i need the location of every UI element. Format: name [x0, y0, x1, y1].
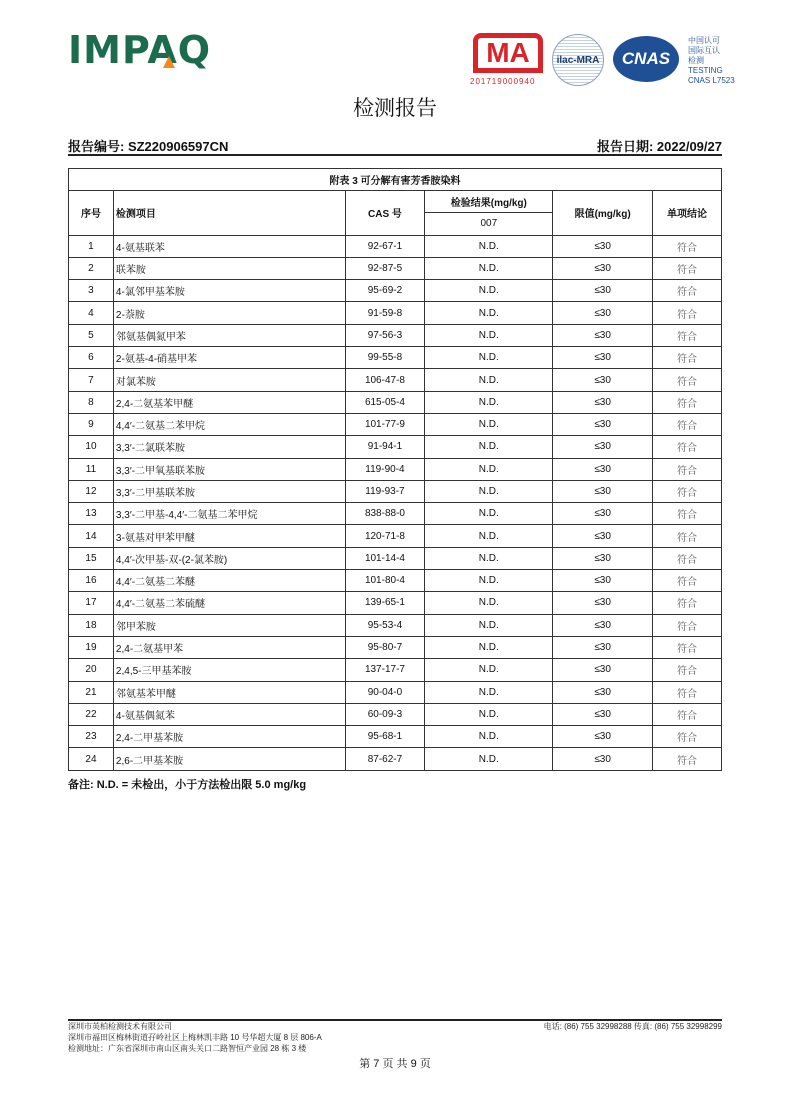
test-item: 2,6-二甲基苯胺 — [113, 748, 345, 770]
limit-value: ≤30 — [553, 570, 653, 592]
result-value: N.D. — [425, 614, 553, 636]
cas-number: 60-09-3 — [345, 703, 425, 725]
row-number: 1 — [69, 235, 114, 257]
test-item: 3,3′-二甲基联苯胺 — [113, 480, 345, 502]
table-row — [69, 413, 722, 435]
limit-value: ≤30 — [553, 391, 653, 413]
test-item: 邻甲苯胺 — [113, 614, 345, 636]
row-number: 24 — [69, 748, 114, 770]
test-item: 2,4,5-三甲基苯胺 — [113, 659, 345, 681]
cas-number: 91-94-1 — [345, 436, 425, 458]
result-value: N.D. — [425, 726, 553, 748]
row-number: 16 — [69, 570, 114, 592]
footer-address — [68, 1021, 322, 1054]
cas-number: 838-88-0 — [345, 503, 425, 525]
test-item: 对氯苯胺 — [113, 369, 345, 391]
conclusion: 符合 — [653, 703, 722, 725]
test-item: 4-氨基联苯 — [113, 235, 345, 257]
test-item: 4-氨基偶氮苯 — [113, 703, 345, 725]
table-row — [69, 347, 722, 369]
table-row — [69, 614, 722, 636]
conclusion: 符合 — [653, 280, 722, 302]
row-number: 4 — [69, 302, 114, 324]
table-row — [69, 681, 722, 703]
result-value: N.D. — [425, 636, 553, 658]
test-item: 3,3′-二氯联苯胺 — [113, 436, 345, 458]
logo-triangle-icon — [163, 56, 175, 68]
limit-value: ≤30 — [553, 503, 653, 525]
cas-number: 139-65-1 — [345, 592, 425, 614]
header-sample-id: 007 — [425, 213, 553, 235]
result-value: N.D. — [425, 525, 553, 547]
conclusion: 符合 — [653, 614, 722, 636]
limit-value: ≤30 — [553, 726, 653, 748]
header-cas: CAS 号 — [345, 191, 425, 236]
cas-number: 615-05-4 — [345, 391, 425, 413]
cnas-line: TESTING — [688, 66, 723, 75]
table-row — [69, 503, 722, 525]
row-number: 17 — [69, 592, 114, 614]
limit-value: ≤30 — [553, 436, 653, 458]
conclusion: 符合 — [653, 503, 722, 525]
test-item: 3,3′-二甲基-4,4′-二氨基二苯甲烷 — [113, 503, 345, 525]
conclusion: 符合 — [653, 235, 722, 257]
conclusion: 符合 — [653, 659, 722, 681]
table-row — [69, 324, 722, 346]
test-item: 4,4′-二氨基二苯硫醚 — [113, 592, 345, 614]
row-number: 22 — [69, 703, 114, 725]
conclusion: 符合 — [653, 748, 722, 770]
row-number: 15 — [69, 547, 114, 569]
cas-number: 99-55-8 — [345, 347, 425, 369]
header-result: 检验结果(mg/kg) — [425, 191, 553, 213]
row-number: 21 — [69, 681, 114, 703]
limit-value: ≤30 — [553, 703, 653, 725]
row-number: 19 — [69, 636, 114, 658]
limit-value: ≤30 — [553, 748, 653, 770]
result-value: N.D. — [425, 748, 553, 770]
limit-value: ≤30 — [553, 592, 653, 614]
cas-number: 95-53-4 — [345, 614, 425, 636]
cma-logo: MA — [473, 33, 543, 73]
result-value: N.D. — [425, 257, 553, 279]
row-number: 13 — [69, 503, 114, 525]
test-item: 2,4-二甲基苯胺 — [113, 726, 345, 748]
result-value: N.D. — [425, 235, 553, 257]
cas-number: 119-93-7 — [345, 480, 425, 502]
row-number: 8 — [69, 391, 114, 413]
table-row — [69, 547, 722, 569]
conclusion: 符合 — [653, 681, 722, 703]
cas-number: 101-14-4 — [345, 547, 425, 569]
conclusion: 符合 — [653, 324, 722, 346]
conclusion: 符合 — [653, 391, 722, 413]
test-item: 邻氨基苯甲醚 — [113, 681, 345, 703]
cas-number: 95-69-2 — [345, 280, 425, 302]
cas-number: 95-80-7 — [345, 636, 425, 658]
cas-number: 90-04-0 — [345, 681, 425, 703]
conclusion: 符合 — [653, 413, 722, 435]
cas-number: 137-17-7 — [345, 659, 425, 681]
limit-value: ≤30 — [553, 547, 653, 569]
cnas-line: 中国认可 — [688, 36, 720, 45]
footer-company: 深圳市英柏检测技术有限公司 — [68, 1022, 172, 1031]
result-value: N.D. — [425, 280, 553, 302]
cas-number: 92-87-5 — [345, 257, 425, 279]
limit-value: ≤30 — [553, 324, 653, 346]
result-value: N.D. — [425, 547, 553, 569]
cnas-logo: CNAS — [613, 36, 679, 82]
table-row — [69, 703, 722, 725]
table-row — [69, 659, 722, 681]
footer-lab-address: 检测地址：广东省深圳市南山区南头关口二路智恒产业园 28 栋 3 楼 — [68, 1044, 307, 1053]
results-table — [68, 168, 722, 771]
result-value: N.D. — [425, 681, 553, 703]
cas-number: 87-62-7 — [345, 748, 425, 770]
test-item: 4,4′-二氨基二苯甲烷 — [113, 413, 345, 435]
header-conclusion: 单项结论 — [653, 191, 722, 236]
limit-value: ≤30 — [553, 235, 653, 257]
report-date: 报告日期: 2022/09/27 — [596, 139, 722, 154]
result-value: N.D. — [425, 436, 553, 458]
conclusion: 符合 — [653, 480, 722, 502]
table-row — [69, 302, 722, 324]
row-number: 9 — [69, 413, 114, 435]
result-value: N.D. — [425, 659, 553, 681]
table-row — [69, 257, 722, 279]
table-row — [69, 592, 722, 614]
report-number: 报告编号: SZ220906597CN — [68, 139, 229, 154]
result-value: N.D. — [425, 503, 553, 525]
note: 备注: N.D. = 未检出，小于方法检出限 5.0 mg/kg — [68, 779, 307, 791]
table-row — [69, 480, 722, 502]
row-number: 5 — [69, 324, 114, 346]
cas-number: 120-71-8 — [345, 525, 425, 547]
limit-value: ≤30 — [553, 280, 653, 302]
conclusion: 符合 — [653, 525, 722, 547]
page-number: 第 7 页 共 9 页 — [359, 1058, 431, 1070]
limit-value: ≤30 — [553, 347, 653, 369]
test-item: 联苯胺 — [113, 257, 345, 279]
header-divider — [68, 154, 722, 156]
row-number: 10 — [69, 436, 114, 458]
header-limit: 限值(mg/kg) — [553, 191, 653, 236]
table-row — [69, 525, 722, 547]
conclusion: 符合 — [653, 458, 722, 480]
result-value: N.D. — [425, 302, 553, 324]
result-value: N.D. — [425, 369, 553, 391]
test-item: 邻氨基偶氮甲苯 — [113, 324, 345, 346]
page-title: 检测报告 — [353, 97, 437, 120]
limit-value: ≤30 — [553, 413, 653, 435]
conclusion: 符合 — [653, 302, 722, 324]
limit-value: ≤30 — [553, 681, 653, 703]
table-row — [69, 436, 722, 458]
test-item: 2,4-二氨基苯甲醚 — [113, 391, 345, 413]
limit-value: ≤30 — [553, 257, 653, 279]
conclusion: 符合 — [653, 570, 722, 592]
conclusion: 符合 — [653, 726, 722, 748]
cas-number: 92-67-1 — [345, 235, 425, 257]
cas-number: 91-59-8 — [345, 302, 425, 324]
footer-office-address: 深圳市福田区梅林街道孖岭社区上梅林凯丰路 10 号华超大厦 8 层 806-A — [68, 1033, 322, 1042]
cas-number: 101-77-9 — [345, 413, 425, 435]
cas-number: 119-90-4 — [345, 458, 425, 480]
row-number: 7 — [69, 369, 114, 391]
row-number: 23 — [69, 726, 114, 748]
limit-value: ≤30 — [553, 458, 653, 480]
row-number: 18 — [69, 614, 114, 636]
cnas-line: 检测 — [688, 56, 704, 65]
result-value: N.D. — [425, 347, 553, 369]
limit-value: ≤30 — [553, 614, 653, 636]
row-number: 12 — [69, 480, 114, 502]
row-number: 11 — [69, 458, 114, 480]
result-value: N.D. — [425, 413, 553, 435]
cma-number: 201719000940 — [470, 77, 536, 86]
result-value: N.D. — [425, 570, 553, 592]
table-row — [69, 369, 722, 391]
result-value: N.D. — [425, 703, 553, 725]
table-row — [69, 235, 722, 257]
cnas-line: CNAS L7523 — [688, 76, 735, 85]
conclusion: 符合 — [653, 547, 722, 569]
limit-value: ≤30 — [553, 480, 653, 502]
test-item: 3-氨基对甲苯甲醚 — [113, 525, 345, 547]
table-row — [69, 748, 722, 770]
header-item: 检测项目 — [113, 191, 345, 236]
limit-value: ≤30 — [553, 636, 653, 658]
table-caption: 附表 3 可分解有害芳香胺染料 — [69, 169, 722, 191]
row-number: 3 — [69, 280, 114, 302]
test-item: 4,4′-次甲基-双-(2-氯苯胺) — [113, 547, 345, 569]
test-item: 2-氨基-4-硝基甲苯 — [113, 347, 345, 369]
cnas-text — [688, 36, 735, 86]
table-row — [69, 570, 722, 592]
result-value: N.D. — [425, 391, 553, 413]
impaq-logo: IMPAQ — [68, 28, 212, 72]
table-row — [69, 391, 722, 413]
conclusion: 符合 — [653, 636, 722, 658]
cas-number: 95-68-1 — [345, 726, 425, 748]
ilac-mra-logo: ilac-MRA — [552, 34, 604, 86]
result-value: N.D. — [425, 324, 553, 346]
row-number: 20 — [69, 659, 114, 681]
result-value: N.D. — [425, 592, 553, 614]
table-row — [69, 458, 722, 480]
conclusion: 符合 — [653, 369, 722, 391]
cnas-line: 国际互认 — [688, 46, 720, 55]
table-row — [69, 726, 722, 748]
result-value: N.D. — [425, 458, 553, 480]
result-value: N.D. — [425, 480, 553, 502]
limit-value: ≤30 — [553, 302, 653, 324]
test-item: 2,4-二氨基甲苯 — [113, 636, 345, 658]
header-no: 序号 — [69, 191, 114, 236]
conclusion: 符合 — [653, 257, 722, 279]
limit-value: ≤30 — [553, 525, 653, 547]
cas-number: 97-56-3 — [345, 324, 425, 346]
conclusion: 符合 — [653, 592, 722, 614]
row-number: 14 — [69, 525, 114, 547]
row-number: 2 — [69, 257, 114, 279]
table-row — [69, 280, 722, 302]
limit-value: ≤30 — [553, 369, 653, 391]
table-row — [69, 636, 722, 658]
test-item: 3,3′-二甲氧基联苯胺 — [113, 458, 345, 480]
row-number: 6 — [69, 347, 114, 369]
limit-value: ≤30 — [553, 659, 653, 681]
conclusion: 符合 — [653, 436, 722, 458]
test-item: 4,4′-二氨基二苯醚 — [113, 570, 345, 592]
cas-number: 106-47-8 — [345, 369, 425, 391]
cas-number: 101-80-4 — [345, 570, 425, 592]
footer-contact: 电话: (86) 755 32998288 传真: (86) 755 32998299 — [543, 1022, 722, 1031]
conclusion: 符合 — [653, 347, 722, 369]
test-item: 4-氯邻甲基苯胺 — [113, 280, 345, 302]
test-item: 2-萘胺 — [113, 302, 345, 324]
